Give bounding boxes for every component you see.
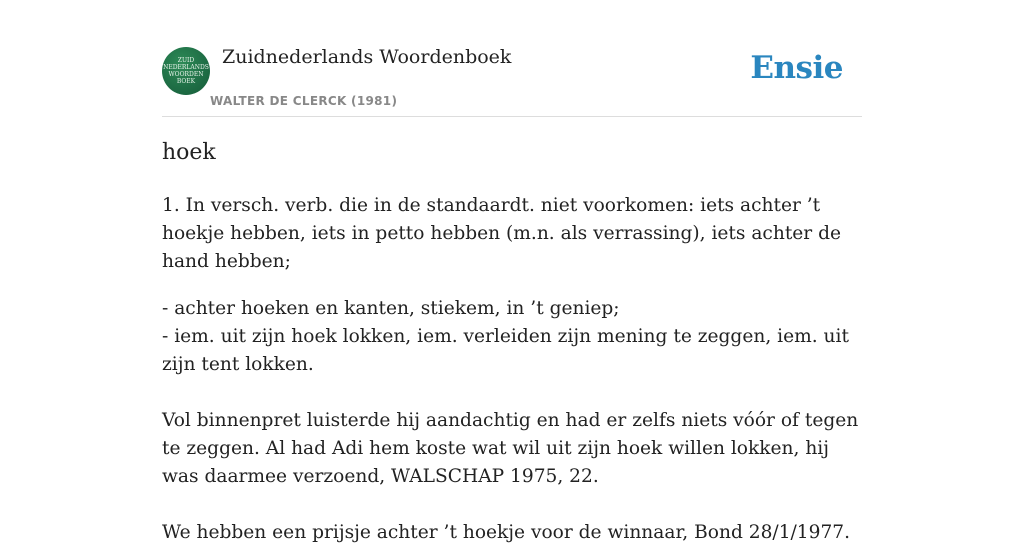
sub-definition: - achter hoeken en kanten, stiekem, in ’t geniep; [162, 298, 620, 319]
book-cover-logo[interactable] [162, 47, 210, 95]
book-author: WALTER DE CLERCK (1981) [210, 94, 398, 108]
header [162, 0, 862, 117]
spacer [162, 379, 862, 407]
sub-definition: - iem. uit zijn hoek lokken, iem. verleiden zijn mening te zeggen, iem. uit zijn tent lokken. [162, 326, 849, 375]
definition-text: 1. In versch. verb. die in de standaardt. niet voorkomen: iets achter ’t hoekje hebben, iets in petto hebben (m.n. als verrassing), iets achter de hand hebben; [162, 195, 841, 272]
logo-line: NEDERLANDS [163, 64, 209, 71]
entry-content [162, 192, 862, 547]
brand-logo-link[interactable]: Ensie [750, 50, 843, 86]
headword: hoek [162, 140, 216, 165]
logo-line: ZUID [177, 57, 195, 64]
book-title-link[interactable]: Zuidnederlands Woordenboek [222, 46, 512, 68]
page [162, 0, 862, 543]
citation-quote: Vol binnenpret luisterde hij aandachtig en had er zelfs niets vóór of tegen te zeggen. Al had Adi hem koste wat wil uit zijn hoek willen lokken, hij was daarmee verzoend, WALSCHAP 1975, 22. [162, 410, 859, 487]
spacer [162, 491, 862, 519]
logo-line: WOORDEN [168, 71, 204, 78]
citation-quote: We hebben een prijsje achter ’t hoekje voor de winnaar, Bond 28/1/1977. [162, 522, 851, 543]
logo-line: BOEK [176, 78, 196, 85]
